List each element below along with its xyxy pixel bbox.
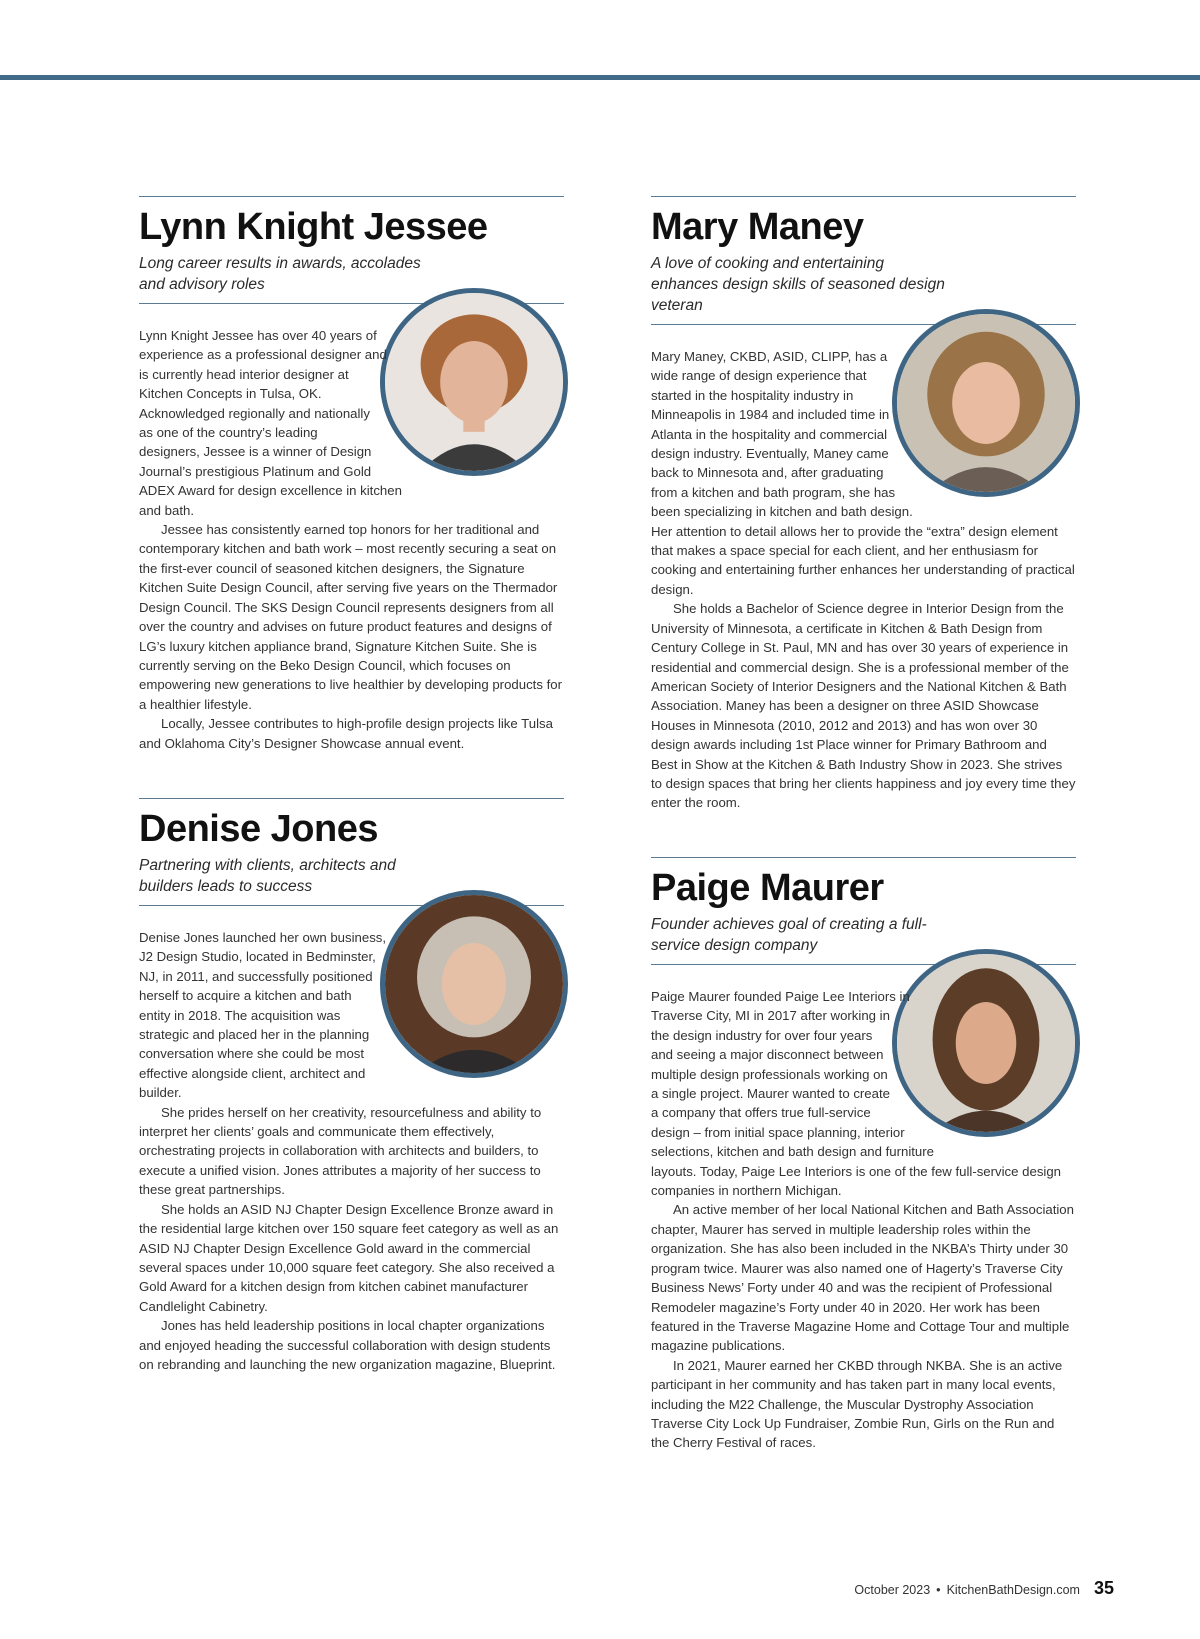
profile-body — [139, 928, 564, 1374]
profile-name: Denise Jones — [139, 808, 378, 850]
section-divider — [139, 196, 564, 197]
paragraph: She prides herself on her creativity, resourcefulness and ability to interpret her clients’ goals and communicate them effectively, orchestrating projects in collaboration with architects and builders, to execute a unified vision. Jones attributes a majority of her success to these great partnerships. — [139, 1104, 542, 1198]
portrait-photo — [892, 309, 1080, 497]
paragraph: An active member of her local National Kitchen and Bath Association chapter, Maurer has served in multiple leadership roles within the organization. She has also been included in the NKBA’s Thirty under 30 program twice. Maurer was also named one of Hagerty’s Traverse City Business News’ Forty under 40 and was the recipient of Professional Remodeler magazine’s Forty under 40 in 2020. Her work has been featured in the Traverse Magazine Home and Cottage Tour and multiple magazine publications. — [651, 1202, 1074, 1354]
paragraph: Jessee has consistently earned top honors for her traditional and contemporary kitchen and bath work – most recently securing a seat on the first-ever council of seasoned kitchen designers, the Signature Kitchen Suite Design Council, after serving five years on the Thermador Design Council. The SKS Design Council represents designers from all over the country and advises on future product features and designs of LG’s luxury kitchen appliance brand, Signature Kitchen Suite. She is currently serving on the Beko Design Council, which focuses on empowering new generations to live healthier by developing products for a healthier lifestyle. — [139, 522, 562, 712]
paragraph: Denise Jones launched her own business, J2 Design Studio, located in Bedminster, NJ, in 2011, and successfully positioned herself to acquire a kitchen and bath entity in 2018. The acquisition was strategic and placed her in the planning conversation where she could be most effective alongside client, architect and builder. — [139, 930, 387, 1101]
profile-lynn-knight-jessee — [139, 196, 564, 753]
profile-name: Paige Maurer — [651, 867, 884, 909]
profile-denise-jones — [139, 798, 564, 1374]
portrait-photo — [380, 890, 568, 1078]
paragraph: Locally, Jessee contributes to high-profile design projects like Tulsa and Oklahoma City’s Designer Showcase annual event. — [139, 716, 553, 751]
portrait-photo — [892, 949, 1080, 1137]
paragraph: Lynn Knight Jessee has over 40 years of experience as a professional designer and is currently head interior designer at Kitchen Concepts in Tulsa, OK. Acknowledged regionally and nationally as one of the country’s leading designers, Jessee is a winner of Design Journal’s prestigious Platinum and Gold ADEX Award for design excellence in kitchen and bath. — [139, 328, 402, 518]
profile-subtitle: Partnering with clients, architects and builders leads to success — [139, 857, 396, 895]
top-rule — [0, 75, 1200, 80]
profile-body — [651, 987, 1076, 1453]
profile-name: Mary Maney — [651, 206, 864, 248]
section-divider — [651, 196, 1076, 197]
footer-bullet: • — [936, 1583, 941, 1597]
paragraph: Paige Maurer founded Paige Lee Interiors in Traverse City, MI in 2017 after working in the design industry for over four years and seeing a major disconnect between multiple design professionals working on a single project. Maurer wanted to create a company that offers true full-service design – from initial space planning, interior selections, kitchen and bath design and furniture layouts. Today, Paige Lee Interiors is one of the few full-service design companies in northern Michigan. — [651, 989, 1062, 1199]
profile-paige-maurer — [651, 857, 1076, 1453]
page-number: 35 — [1093, 1578, 1114, 1598]
profile-subtitle: Founder achieves goal of creating a full-service design company — [651, 916, 927, 954]
section-divider — [651, 857, 1076, 858]
profile-mary-maney — [651, 196, 1076, 813]
paragraph: Jones has held leadership positions in local chapter organizations and enjoyed heading the successful collaboration with design students on rebranding and launching the new organization magazine, Blueprint. — [139, 1318, 556, 1372]
profile-name: Lynn Knight Jessee — [139, 206, 488, 248]
profile-subtitle: Long career results in awards, accolades and advisory roles — [139, 255, 421, 293]
website-link[interactable]: KitchenBathDesign.com — [946, 1583, 1080, 1597]
profile-body — [651, 347, 1076, 813]
profile-body — [139, 326, 564, 753]
portrait-photo — [380, 288, 568, 476]
issue-date: October 2023 — [854, 1583, 931, 1597]
paragraph: She holds an ASID NJ Chapter Design Excellence Bronze award in the residential large kitchen over 150 square feet category as well as an ASID NJ Chapter Design Excellence Gold award in the commercial several spaces under 10,000 square feet category. She also received a Gold Award for a kitchen design from kitchen cabinet manufacturer Candlelight Cabinetry. — [139, 1201, 559, 1314]
paragraph: In 2021, Maurer earned her CKBD through NKBA. She is an active participant in her community and has taken part in many local events, including the M22 Challenge, the Muscular Dystrophy Association Traverse City Lock Up Fundraiser, Zombie Run, Girls on the Run and the Cherry Festival of races. — [651, 1357, 1063, 1451]
paragraph: She holds a Bachelor of Science degree in Interior Design from the University of Minnesota, a certificate in Kitchen & Bath Design from Century College in St. Paul, MN and has over 30 years of experience in residential and commercial design. She is a professional member of the American Society of Interior Designers and the National Kitchen & Bath Association. Maney has been a designer on three ASID Showcase Houses in Minnesota (2010, 2012 and 2013) and has won over 30 design awards including 1st Place winner for Primary Bathroom and Best in Show at the Kitchen & Bath Industry Show in 2023. She strives to design spaces that bring her clients happiness and joy every time they enter the room. — [651, 601, 1076, 811]
paragraph: Mary Maney, CKBD, ASID, CLIPP, has a wide range of design experience that started in the hospitality industry in Minneapolis in 1984 and included time in Atlanta in the hospitality and commercial design industry. Eventually, Maney came back to Minnesota and, after graduating from a kitchen and bath program, she has been specializing in kitchen and bath design. Her attention to detail allows her to provide the “extra” design element that makes a space special for each client, and her enthusiasm for cooking and entertaining further enhances her understanding of practical design. — [651, 349, 1075, 597]
page-footer — [854, 1578, 1114, 1599]
section-divider — [139, 798, 564, 799]
profile-subtitle: A love of cooking and entertaining enhances design skills of seasoned design veteran — [651, 255, 945, 314]
